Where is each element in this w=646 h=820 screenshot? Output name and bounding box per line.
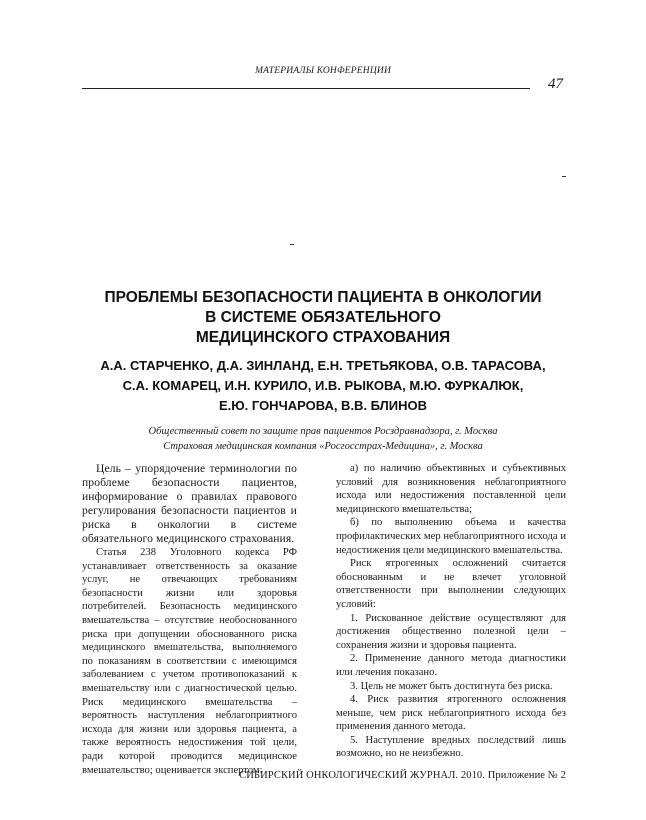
- journal-footer: СИБИРСКИЙ ОНКОЛОГИЧЕСКИЙ ЖУРНАЛ. 2010. Приложение № 2: [239, 770, 566, 781]
- paragraph: 1. Рискованное действие осуществляют для достижения общественно полезной цели – сохранения жизни и здоровья пациента.: [336, 612, 566, 651]
- title-line: В СИСТЕМЕ ОБЯЗАТЕЛЬНОГО: [205, 309, 441, 326]
- paragraph: а) по наличию объективных и субъективных условий для возникновения неблагоприятного исхода или недостижения поставленной цели медицинского вмешательства;: [336, 463, 566, 515]
- author-line: Е.Ю. ГОНЧАРОВА, В.В. БЛИНОВ: [218, 398, 428, 413]
- title-line: ПРОБЛЕМЫ БЕЗОПАСНОСТИ ПАЦИЕНТА В ОНКОЛОГИИ: [104, 289, 542, 306]
- paragraph: Цель – упорядочение терминологии по проблеме безопасности пациентов, информирование о правилах правового регулирования безопасности пациентов и риска в онкологии в системе обязательного медицинского страхования.: [82, 462, 297, 545]
- paragraph: 4. Риск развития ятрогенного осложнения меньше, чем риск неблагоприятного исхода без применения данного метода.: [336, 694, 566, 733]
- paragraph: Статья 238 Уголовного кодекса РФ устанавливает ответственность за оказание услуг, не отвечающих требованиям безопасности жизни или здоровья потребителей. Безопасность медицинского вмешательства – отсутствие необоснованного риска при допущении обоснованного риска медицинского вмешательства, выполняемого по показаниям в соответствии с имеющимся заболеванием с учетом противопоказаний к вмешательству или с диагностической целью. Риск медицинского вмешательства – вероятность наступления неблагоприятного исхода для жизни или здоровья пациента, а также вероятность недостижения той цели, ради которой проводится медицинское вмешательство; оценивается экспертом:: [82, 547, 297, 776]
- body-column-right: [336, 462, 566, 761]
- author-line: С.А. КОМАРЕЦ, И.Н. КУРИЛО, И.В. РЫКОВА, М.Ю. ФУРКАЛЮК,: [122, 378, 524, 393]
- paragraph: 2. Применение данного метода диагностики или лечения показано.: [336, 653, 566, 678]
- body-column-left: [82, 462, 297, 777]
- header-rule: [82, 88, 530, 89]
- paragraph: б) по выполнению объема и качества профилактических мер неблагоприятного исхода и недостижения цели медицинского вмешательства.: [336, 517, 566, 556]
- title-line: МЕДИЦИНСКОГО СТРАХОВАНИЯ: [195, 329, 451, 346]
- affiliation: Страховая медицинская компания «Росгосстрах-Медицина», г. Москва: [163, 441, 483, 452]
- stray-mark: [290, 244, 294, 245]
- author-list: [0, 356, 646, 416]
- author-line: А.А. СТАРЧЕНКО, Д.А. ЗИНЛАНД, Е.Н. ТРЕТЬЯКОВА, О.В. ТАРАСОВА,: [100, 358, 546, 373]
- article-title: [0, 288, 646, 348]
- paragraph: 3. Цель не может быть достигнута без риска.: [350, 680, 553, 692]
- affiliation: Общественный совет по защите прав пациентов Росздравнадзора, г. Москва: [148, 426, 498, 437]
- paragraph: Риск ятрогенных осложнений считается обоснованным и не влечет уголовной ответственности при выполнении следующих условий:: [336, 558, 566, 610]
- affiliations: [0, 424, 646, 454]
- page-number: 47: [548, 76, 563, 92]
- running-head: МАТЕРИАЛЫ КОНФЕРЕНЦИИ: [254, 66, 392, 76]
- paragraph: 5. Наступление вредных последствий лишь возможно, но не неизбежно.: [336, 734, 566, 760]
- stray-mark: [562, 176, 566, 177]
